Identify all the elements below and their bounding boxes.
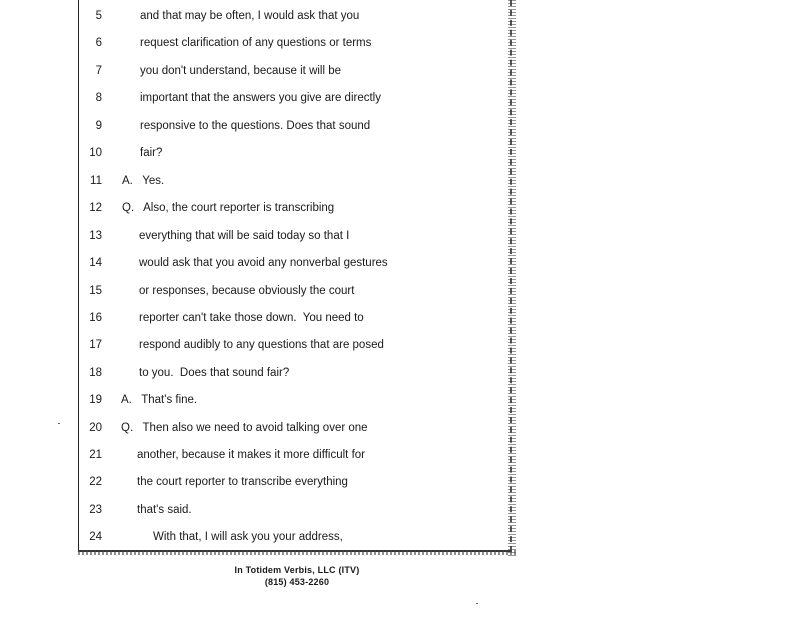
transcript-line bbox=[0, 33, 520, 53]
transcript-line bbox=[0, 116, 520, 136]
line-text: and that may be often, I would ask that you bbox=[140, 10, 360, 22]
line-text: respond audibly to any questions that are posed bbox=[139, 339, 384, 351]
line-text: important that the answers you give are directly bbox=[140, 92, 381, 104]
line-text: would ask that you avoid any nonverbal gestures bbox=[139, 257, 388, 269]
line-number: 11 bbox=[90, 175, 102, 187]
transcript-line bbox=[0, 363, 520, 383]
scan-speck bbox=[58, 423, 60, 424]
line-number: 12 bbox=[89, 202, 102, 214]
line-text: the court reporter to transcribe everything bbox=[137, 476, 348, 488]
transcript-line bbox=[0, 88, 520, 108]
line-number: 8 bbox=[95, 92, 102, 104]
line-number: 24 bbox=[89, 531, 102, 543]
line-number: 6 bbox=[95, 37, 102, 49]
line-number: 20 bbox=[89, 422, 102, 434]
transcript-line bbox=[0, 418, 520, 438]
transcript-line bbox=[0, 445, 520, 465]
line-text: everything that will be said today so that I bbox=[139, 230, 350, 242]
line-text: you don't understand, because it will be bbox=[140, 65, 342, 77]
transcript-line bbox=[0, 143, 520, 163]
line-text: fair? bbox=[140, 147, 163, 159]
line-number: 16 bbox=[89, 312, 102, 324]
footer-phone: (815) 453-2260 bbox=[264, 577, 330, 587]
transcript-line bbox=[0, 527, 520, 547]
line-text: another, because it makes it more difficult for bbox=[137, 449, 365, 461]
line-text: A. That's fine. bbox=[121, 394, 198, 406]
transcript-line bbox=[0, 472, 520, 492]
line-text: to you. Does that sound fair? bbox=[139, 367, 290, 379]
transcript-line bbox=[0, 500, 520, 520]
line-text: reporter can't take those down. You need to bbox=[139, 312, 364, 324]
line-number: 18 bbox=[89, 367, 102, 379]
line-number: 21 bbox=[89, 449, 102, 461]
transcript-line bbox=[0, 253, 520, 273]
line-text: responsive to the questions. Does that sound bbox=[140, 120, 371, 132]
line-text: that's said. bbox=[137, 504, 192, 516]
footer-company: In Totidem Verbis, LLC (ITV) bbox=[234, 565, 360, 575]
scan-speck bbox=[476, 603, 478, 604]
line-number: 14 bbox=[89, 257, 102, 269]
line-text: or responses, because obviously the court bbox=[139, 285, 355, 297]
transcript-line bbox=[0, 335, 520, 355]
transcript-line bbox=[0, 198, 520, 218]
line-number: 23 bbox=[89, 504, 102, 516]
line-number: 22 bbox=[89, 476, 102, 488]
transcript-line bbox=[0, 390, 520, 410]
page-edge-bottom bbox=[78, 550, 516, 555]
transcript-line bbox=[0, 61, 520, 81]
transcript-page-frame bbox=[78, 0, 512, 552]
line-number: 10 bbox=[89, 147, 102, 159]
line-number: 17 bbox=[89, 339, 102, 351]
transcript-line bbox=[0, 6, 520, 26]
line-text: With that, I will ask you your address, bbox=[153, 531, 343, 543]
line-number: 5 bbox=[95, 10, 102, 22]
line-text: Q. Then also we need to avoid talking over one bbox=[121, 422, 368, 434]
transcript-line bbox=[0, 281, 520, 301]
line-number: 7 bbox=[95, 65, 102, 77]
line-number: 13 bbox=[89, 230, 102, 242]
line-text: Q. Also, the court reporter is transcribing bbox=[122, 202, 335, 214]
line-number: 9 bbox=[95, 120, 102, 132]
line-number: 15 bbox=[89, 285, 102, 297]
transcript-line bbox=[0, 171, 520, 191]
transcript-line bbox=[0, 308, 520, 328]
line-text: A. Yes. bbox=[122, 175, 165, 187]
line-text: request clarification of any questions or terms bbox=[140, 37, 372, 49]
line-number: 19 bbox=[89, 394, 102, 406]
transcript-line bbox=[0, 226, 520, 246]
